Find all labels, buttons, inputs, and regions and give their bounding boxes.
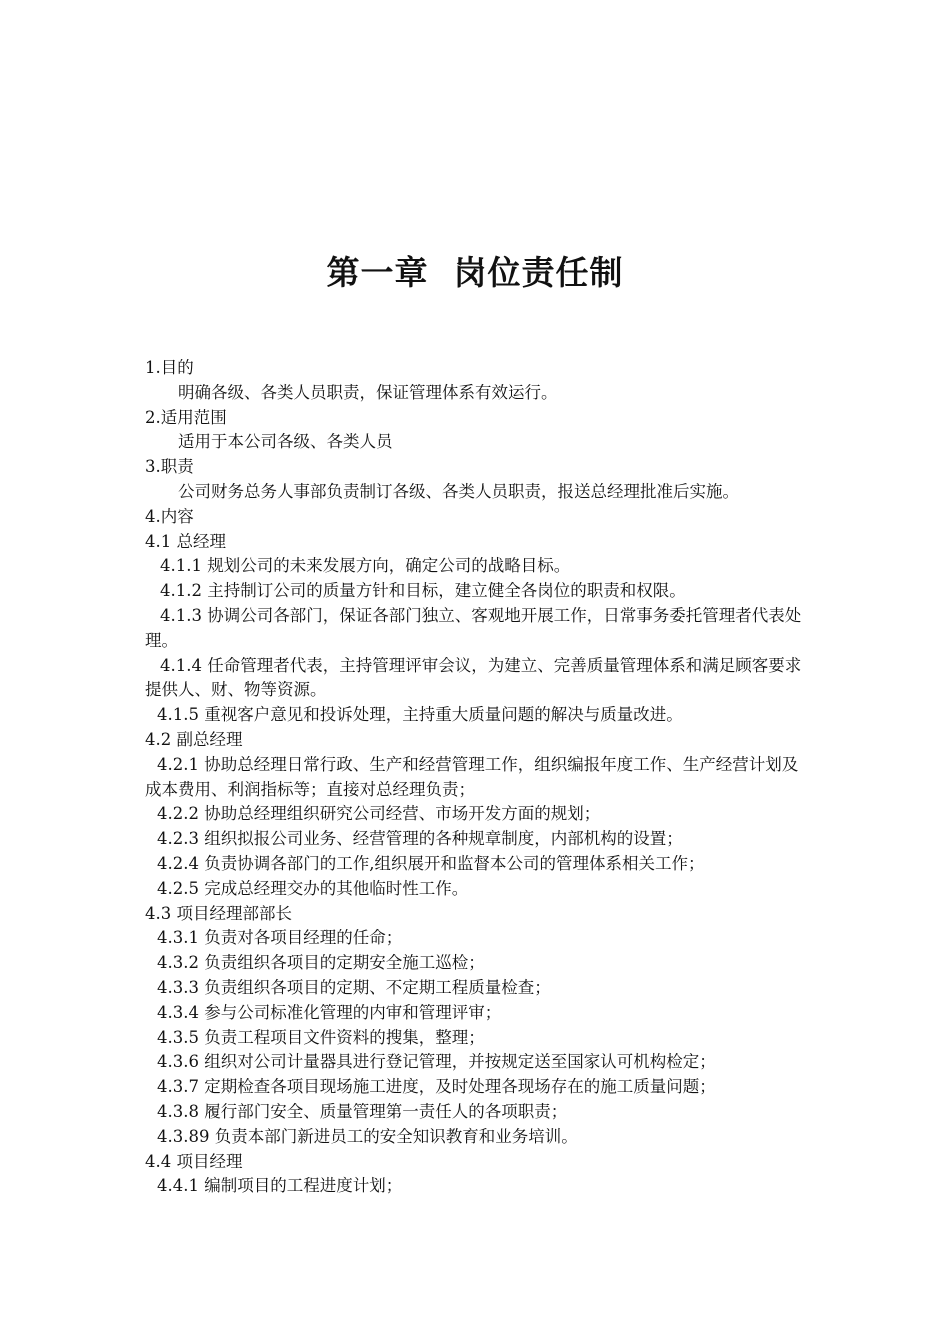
paragraph-line: 4.3.4 参与公司标准化管理的内审和管理评审； <box>157 1002 502 1022</box>
paragraph-line: 4.3.3 负责组织各项目的定期、不定期工程质量检查； <box>157 977 551 997</box>
paragraph-line: 4.1.1 规划公司的未来发展方向，确定公司的战略目标。 <box>160 556 571 576</box>
paragraph-line: 公司财务总务人事部负责制订各级、各类人员职责，报送总经理批准后实施。 <box>178 481 739 501</box>
paragraph-line: 4.1.4 任命管理者代表，主持管理评审会议，为建立、完善质量管理体系和满足顾客要求提供人、财、物等资源。 <box>145 655 802 700</box>
paragraph-line: 2.适用范围 <box>145 407 227 427</box>
paragraph-line: 4.1.5 重视客户意见和投诉处理，主持重大质量问题的解决与质量改进。 <box>157 705 683 725</box>
paragraph-line: 4.2 副总经理 <box>145 729 243 749</box>
paragraph-line: 1.目的 <box>145 358 194 377</box>
paragraph-line: 适用于本公司各级、各类人员 <box>178 432 393 452</box>
paragraph-line: 4.1.2 主持制订公司的质量方针和目标，建立健全各岗位的职责和权限。 <box>160 581 686 601</box>
paragraph-line: 4.3.8 履行部门安全、质量管理第一责任人的各项职责； <box>157 1101 568 1121</box>
paragraph-line: 4.3.2 负责组织各项目的定期安全施工巡检； <box>157 953 485 973</box>
paragraph-line: 4.3.6 组织对公司计量器具进行登记管理，并按规定送至国家认可机构检定； <box>157 1052 716 1072</box>
paragraph-line: 4.1 总经理 <box>145 531 226 551</box>
chapter-title: 第一章 岗位责任制 <box>326 253 624 293</box>
paragraph-line: 4.2.4 负责协调各部门的工作,组织展开和监督本公司的管理体系相关工作； <box>157 853 705 873</box>
paragraph-line: 3.职责 <box>145 457 194 477</box>
paragraph-line: 4.2.5 完成总经理交办的其他临时性工作。 <box>157 878 469 898</box>
paragraph-line: 4.3.7 定期检查各项目现场施工进度，及时处理各现场存在的施工质量问题； <box>157 1077 716 1097</box>
paragraph-line: 4.2.3 组织拟报公司业务、经营管理的各种规章制度，内部机构的设置； <box>157 829 683 849</box>
paragraph-line: 4.2.1 协助总经理日常行政、生产和经营管理工作，组织编报年度工作、生产经营计划及成本费用、利润指标等；直接对总经理负责； <box>145 754 799 799</box>
document-body <box>145 356 813 1199</box>
paragraph-line: 4.3 项目经理部部长 <box>145 903 292 923</box>
paragraph-line: 4.1.3 协调公司各部门，保证各部门独立、客观地开展工作，日常事务委托管理者代表处理。 <box>145 605 802 650</box>
paragraph-line: 4.3.5 负责工程项目文件资料的搜集，整理； <box>157 1027 485 1047</box>
paragraph-line: 4.4.1 编制项目的工程进度计划； <box>157 1176 403 1196</box>
paragraph-line: 4.2.2 协助总经理组织研究公司经营、市场开发方面的规划； <box>157 804 601 824</box>
paragraph-line: 4.内容 <box>145 506 194 526</box>
paragraph-line: 明确各级、各类人员职责，保证管理体系有效运行。 <box>178 382 558 402</box>
paragraph-line: 4.4 项目经理 <box>145 1151 243 1171</box>
paragraph-line: 4.3.89 负责本部门新进员工的安全知识教育和业务培训。 <box>157 1126 578 1146</box>
paragraph-line: 4.3.1 负责对各项目经理的任命； <box>157 928 403 948</box>
